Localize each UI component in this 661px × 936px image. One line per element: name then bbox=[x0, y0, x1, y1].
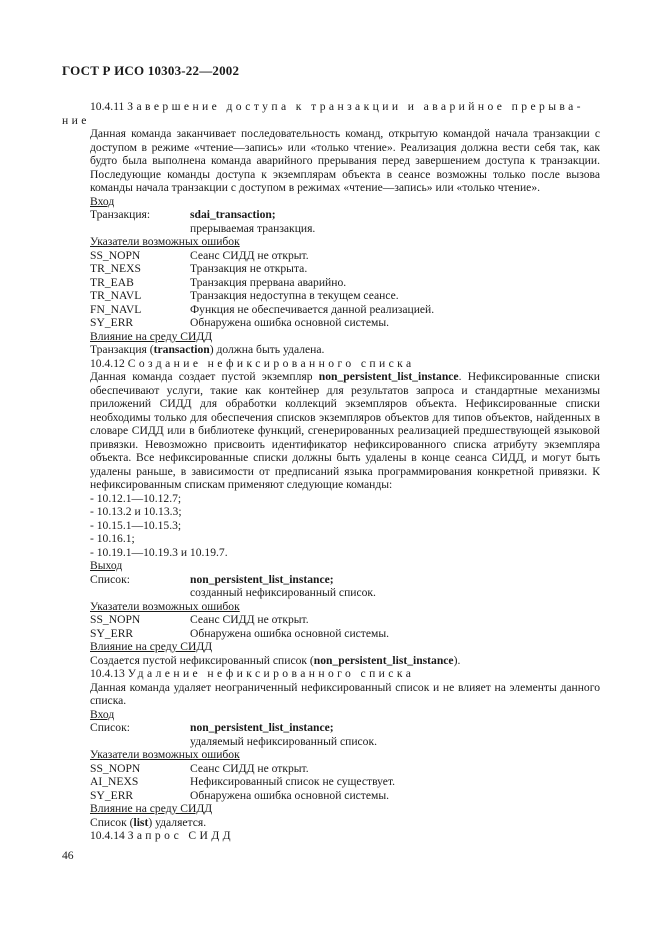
error-row bbox=[62, 762, 600, 776]
error-description: Сеанс СИДД не открыт. bbox=[190, 761, 309, 775]
parameter-row bbox=[62, 573, 600, 587]
error-row bbox=[62, 627, 600, 641]
effect-term: list bbox=[133, 815, 149, 829]
errors-label: Указатели возможных ошибок bbox=[90, 235, 240, 248]
effect-text-part: ) удаляется. bbox=[148, 815, 207, 829]
parameter-description: удаляемый нефиксированный список. bbox=[190, 734, 377, 748]
error-description: Транзакция не открыта. bbox=[190, 262, 308, 275]
effect-text-part: Транзакция ( bbox=[90, 343, 154, 356]
effect-text-part: ) должна быть удалена. bbox=[209, 343, 325, 356]
effect-text bbox=[62, 816, 600, 830]
effect-term: transaction bbox=[153, 343, 210, 356]
error-row bbox=[62, 316, 600, 330]
error-description: Транзакция прервана аварийно. bbox=[190, 275, 347, 289]
error-code: TR_NAVL bbox=[90, 289, 142, 302]
error-description: Сеанс СИДД не открыт. bbox=[190, 613, 309, 626]
error-row bbox=[62, 276, 600, 290]
section-number: 10.4.13 bbox=[90, 667, 125, 680]
effect-text-part: Создается пустой нефиксированный список ( bbox=[90, 653, 314, 667]
effect-text bbox=[62, 654, 600, 668]
error-description: Транзакция недоступна в текущем сеансе. bbox=[190, 289, 399, 302]
error-code: TR_EAB bbox=[90, 275, 134, 289]
error-description: Обнаружена ошибка основной системы. bbox=[190, 788, 390, 802]
effect-label: Влияние на среду СИДД bbox=[90, 329, 213, 343]
command-list-item: - 10.12.1—10.12.7; bbox=[90, 491, 182, 505]
parameter-name: Транзакция: bbox=[90, 208, 151, 221]
section-title: Удаление нефиксированного списка bbox=[127, 667, 415, 680]
input-label: Вход bbox=[90, 707, 115, 721]
error-code: FN_NAVL bbox=[90, 302, 142, 316]
section-heading-10-4-11 bbox=[62, 100, 600, 114]
paragraph-part: . Нефиксированные списки обеспечивают услуги, такие как контейнер для результатов запроса и стандартные механизмы приложений СИДД для обработки коллекций экземпляров объекта. Нефиксированные списки необходимы только для обеспечения списков экземпляров объектов для типов объектов, найденных в словаре СИДД или в библиотеке функций, сгенерированных реализацией предшествующей языковой привязки. Невозможно присвоить идентификатор нефиксированного списка атрибуту экземпляра объекта. Все нефиксированные списки должны быть удалены в конце сеанса СИДД, и могут быть удалены раньше, в зависимости от предписаний языка программирования конкретной привязки. К нефиксированным спискам применяют следующие команды: bbox=[90, 370, 600, 491]
section-number: 10.4.12 bbox=[90, 356, 125, 370]
error-code: AI_NEXS bbox=[90, 775, 139, 788]
error-code: TR_NEXS bbox=[90, 262, 141, 275]
parameter-type: non_persistent_list_instance; bbox=[190, 572, 334, 586]
error-code: SY_ERR bbox=[90, 626, 134, 640]
error-code: SY_ERR bbox=[90, 788, 134, 802]
section-number: 10.4.11 bbox=[90, 100, 125, 113]
section-title-continuation: ние bbox=[62, 113, 90, 127]
output-label: Выход bbox=[90, 559, 123, 572]
error-description: Обнаружена ошибка основной системы. bbox=[190, 626, 390, 640]
error-code: SS_NOPN bbox=[90, 761, 141, 775]
section-heading-10-4-13 bbox=[62, 667, 600, 681]
effect-text bbox=[62, 343, 600, 357]
error-row bbox=[62, 613, 600, 627]
error-row bbox=[62, 249, 600, 263]
error-description: Обнаружена ошибка основной системы. bbox=[190, 316, 390, 329]
page-body bbox=[62, 100, 600, 843]
command-list-item: - 10.19.1—10.19.3 и 10.19.7. bbox=[90, 545, 228, 559]
section-number: 10.4.14 bbox=[90, 829, 125, 842]
effect-label: Влияние на среду СИДД bbox=[90, 640, 213, 653]
command-list-item: - 10.15.1—10.15.3; bbox=[90, 518, 182, 532]
input-label: Вход bbox=[90, 194, 115, 208]
error-code: SY_ERR bbox=[90, 316, 134, 329]
error-row bbox=[62, 775, 600, 789]
section-title: Создание нефиксированного списка bbox=[127, 356, 415, 370]
parameter-row bbox=[62, 208, 600, 222]
section-title: Завершение доступа к транзакции и аварийное прерыва- bbox=[127, 100, 584, 113]
error-row bbox=[62, 789, 600, 803]
errors-label: Указатели возможных ошибок bbox=[90, 748, 240, 761]
paragraph: Данная команда удаляет неограниченный нефиксированный список и не влияет на элементы данного списка. bbox=[90, 680, 600, 707]
section-heading-10-4-12 bbox=[62, 357, 600, 371]
page-number: 46 bbox=[62, 849, 74, 862]
paragraph bbox=[62, 370, 600, 492]
parameter-type: non_persistent_list_instance; bbox=[190, 721, 334, 734]
parameter-type: sdai_transaction; bbox=[190, 208, 276, 221]
paragraph-part: Данная команда создает пустой экземпляр bbox=[90, 370, 319, 383]
error-description: Сеанс СИДД не открыт. bbox=[190, 248, 309, 262]
effect-text-part: Список ( bbox=[90, 815, 134, 829]
error-row bbox=[62, 303, 600, 317]
error-code: SS_NOPN bbox=[90, 248, 141, 262]
error-row bbox=[62, 289, 600, 303]
parameter-row bbox=[62, 721, 600, 735]
parameter-description: созданный нефиксированный список. bbox=[190, 586, 376, 599]
errors-label: Указатели возможных ошибок bbox=[90, 599, 240, 613]
error-code: SS_NOPN bbox=[90, 613, 141, 626]
section-title: Запрос СИДД bbox=[127, 829, 234, 842]
effect-text-part: ). bbox=[453, 653, 461, 667]
command-list-item: - 10.16.1; bbox=[90, 532, 135, 545]
parameter-name: Список: bbox=[90, 721, 130, 734]
error-row bbox=[62, 262, 600, 276]
parameter-description: прерываемая транзакция. bbox=[190, 221, 316, 235]
effect-term: non_persistent_list_instance bbox=[313, 653, 454, 667]
paragraph-term: non_persistent_list_instance bbox=[318, 370, 459, 383]
section-heading-10-4-14 bbox=[62, 829, 600, 843]
error-description: Нефиксированный список не существует. bbox=[190, 775, 396, 788]
parameter-name: Список: bbox=[90, 572, 130, 586]
paragraph: Данная команда заканчивает последовательность команд, открытую командой начала транзакции с доступом в режиме «чтение—запись» или «только чтение». Реализация должна вести себя так, как будто была выполнена команда аварийного прерывания перед завершением доступа к транзакции. Последующие команды доступа к экземплярам объекта в сеансе возможны только после вызова команды начала транзакции с доступом в режимах «чтение—запись» или «только чтение». bbox=[90, 127, 600, 194]
error-description: Функция не обеспечивается данной реализацией. bbox=[190, 302, 435, 316]
page-header: ГОСТ Р ИСО 10303-22—2002 bbox=[62, 63, 240, 78]
command-list-item: - 10.13.2 и 10.13.3; bbox=[90, 505, 182, 518]
effect-label: Влияние на среду СИДД bbox=[90, 802, 213, 815]
